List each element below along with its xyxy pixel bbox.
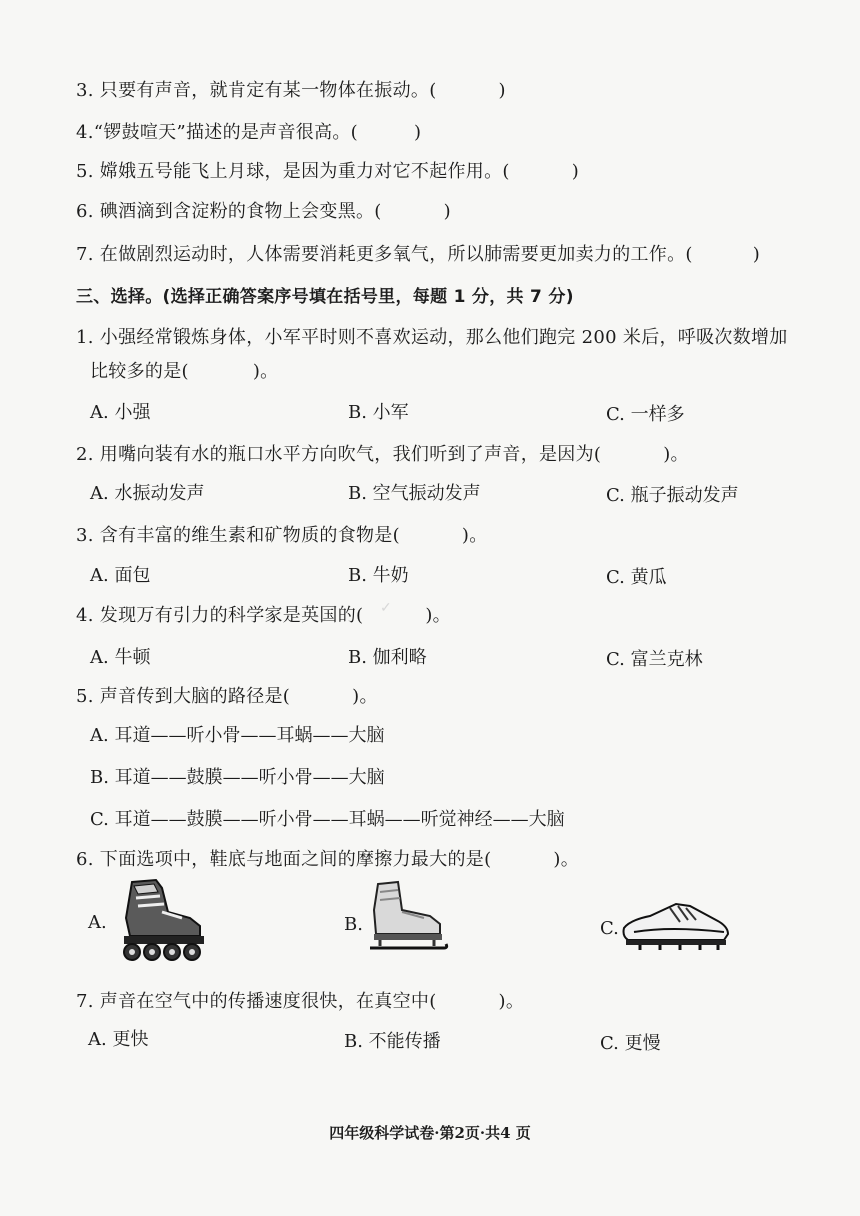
q6-option-c[interactable]: C. (600, 918, 619, 939)
q5-option-b[interactable]: B. 耳道——鼓膜——听小骨——大脑 (90, 767, 385, 788)
question-1-stem-cont (90, 357, 278, 383)
stem-text: 2. 用嘴向装有水的瓶口水平方向吹气，我们听到了声音，是因为( (76, 444, 602, 465)
stem-tail: )。 (352, 686, 378, 707)
q7-option-c[interactable]: C. 更慢 (600, 1033, 661, 1054)
q1-option-b[interactable]: B. 小军 (348, 402, 409, 423)
section-three-heading: 三、选择。(选择正确答案序号填在括号里，每题 1 分，共 7 分) (76, 287, 574, 307)
q2-option-c[interactable]: C. 瓶子振动发声 (606, 485, 739, 506)
stem-tail: )。 (553, 849, 580, 870)
q4-option-c[interactable]: C. 富兰克林 (606, 649, 703, 670)
paren-close: ) (571, 161, 580, 182)
q3-option-a[interactable]: A. 面包 (90, 565, 151, 586)
judge-text: 6. 碘酒滴到含淀粉的食物上会变黑。( (76, 201, 382, 222)
judge-text: 4.“锣鼓喧天”描述的是声音很高。( (76, 122, 358, 143)
question-1-stem: 1. 小强经常锻炼身体，小军平时则不喜欢运动，那么他们跑完 200 米后，呼吸次数增加 (76, 327, 788, 348)
inline-skate-icon[interactable] (112, 878, 208, 962)
question-3-stem (76, 521, 488, 547)
paren-close: ) (414, 122, 422, 143)
judge-4 (76, 118, 421, 144)
question-6-stem (76, 845, 579, 871)
q6-option-b[interactable]: B. (344, 914, 363, 935)
q5-option-c[interactable]: C. 耳道——鼓膜——听小骨——耳蜗——听觉神经——大脑 (90, 809, 565, 830)
q6-option-a[interactable]: A. (88, 912, 107, 933)
q1-option-c[interactable]: C. 一样多 (606, 404, 685, 425)
stem-text: 比较多的是( (90, 361, 189, 382)
page-footer: 四年级科学试卷·第2页·共4 页 (329, 1124, 531, 1142)
stem-text: 4. 发现万有引力的科学家是英国的( (76, 605, 364, 626)
question-4-stem (76, 601, 451, 627)
judge-5 (76, 157, 579, 183)
judge-text: 5. 嫦娥五号能飞上月球，是因为重力对它不起作用。( (76, 161, 510, 182)
q4-option-b[interactable]: B. 伽利略 (348, 647, 427, 668)
judge-7 (76, 240, 760, 266)
judge-6 (76, 197, 451, 223)
q2-option-a[interactable]: A. 水振动发声 (90, 483, 205, 504)
q1-option-a[interactable]: A. 小强 (90, 402, 151, 423)
sports-shoe-icon[interactable] (620, 898, 732, 952)
ice-skate-icon[interactable] (364, 880, 450, 956)
q3-option-c[interactable]: C. 黄瓜 (606, 567, 667, 588)
bleed-through-mark: ✓ (380, 600, 392, 616)
q7-option-a[interactable]: A. 更快 (88, 1029, 149, 1050)
q7-option-b[interactable]: B. 不能传播 (344, 1031, 441, 1052)
question-5-stem (76, 682, 378, 708)
judge-text: 7. 在做剧烈运动时，人体需要消耗更多氧气，所以肺需要更加卖力的工作。( (76, 244, 693, 265)
q5-option-a[interactable]: A. 耳道——听小骨——耳蜗——大脑 (90, 725, 385, 746)
paren-close: ) (498, 80, 506, 101)
stem-tail: )。 (425, 605, 451, 626)
q3-option-b[interactable]: B. 牛奶 (348, 565, 409, 586)
paren-close: ) (443, 201, 451, 222)
stem-text: 6. 下面选项中，鞋底与地面之间的摩擦力最大的是( (76, 849, 492, 870)
question-2-stem (76, 440, 689, 466)
stem-text: 3. 含有丰富的维生素和矿物质的食物是( (76, 525, 400, 546)
stem-tail: )。 (252, 361, 279, 382)
stem-tail: )。 (663, 444, 689, 465)
stem-text: 5. 声音传到大脑的路径是( (76, 686, 291, 707)
q4-option-a[interactable]: A. 牛顿 (90, 647, 151, 668)
judge-text: 3. 只要有声音，就肯定有某一物体在振动。( (76, 80, 437, 101)
paren-close: ) (752, 244, 761, 265)
stem-text: 7. 声音在空气中的传播速度很快，在真空中( (76, 991, 437, 1012)
question-7-stem (76, 987, 524, 1013)
stem-tail: )。 (461, 525, 488, 546)
judge-3 (76, 76, 506, 102)
stem-tail: )。 (498, 991, 525, 1012)
q2-option-b[interactable]: B. 空气振动发声 (348, 483, 481, 504)
